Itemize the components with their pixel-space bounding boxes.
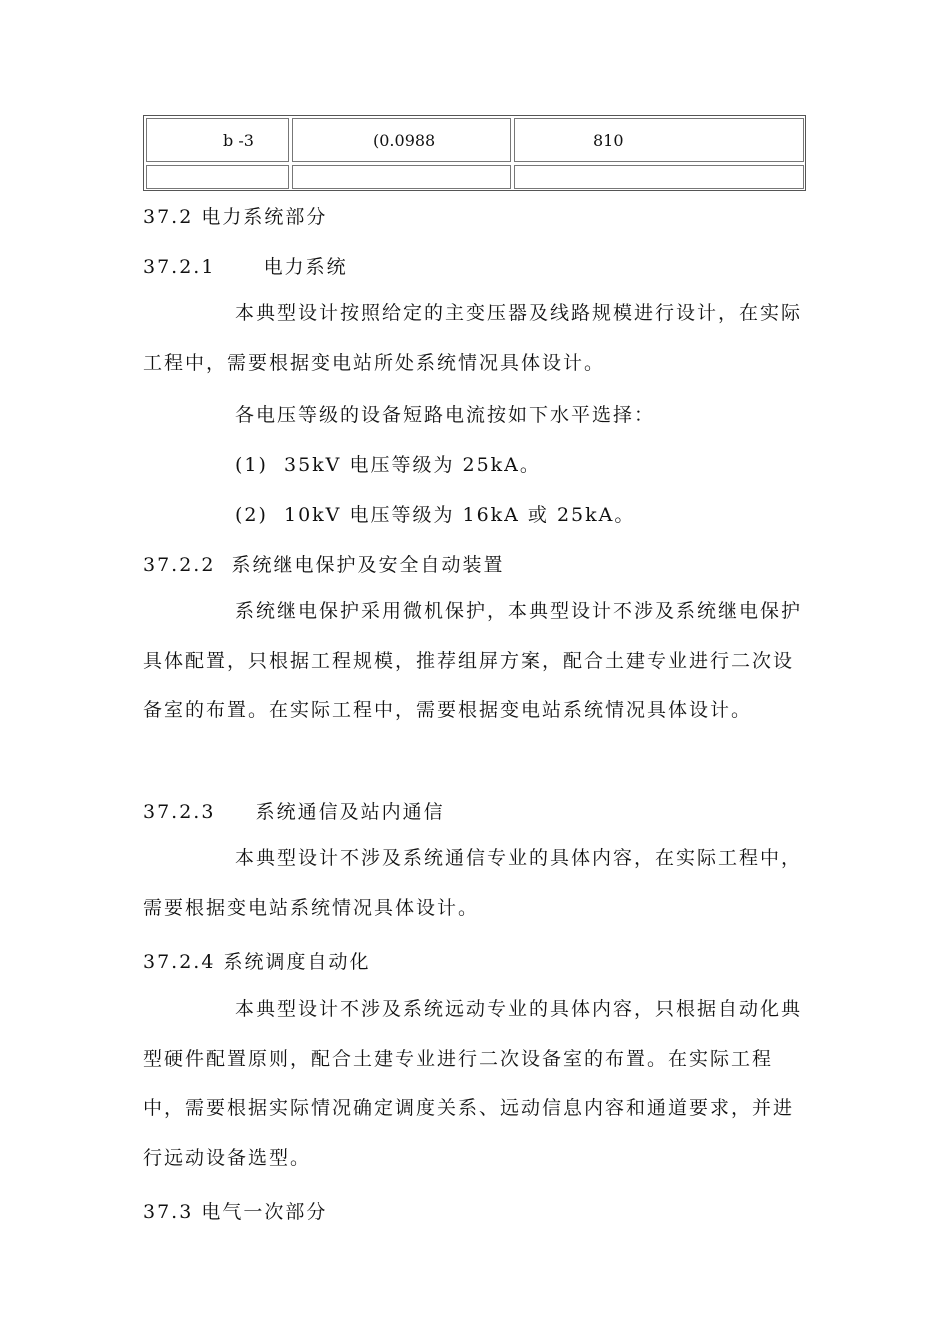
section-heading: 37.3 电气一次部分 (143, 1201, 328, 1223)
paragraph: 各电压等级的设备短路电流按如下水平选择： (235, 404, 656, 426)
paragraph: 系统继电保护采用微机保护，本典型设计不涉及系统继电保护具体配置，只根据工程规模，推荐组屏方案，配合土建专业进行二次设备室的布置。在实际工程中，需要根据变电站系统情况具体设计。 (143, 600, 803, 721)
table-cell (146, 165, 289, 189)
paragraph: 本典型设计按照给定的主变压器及线路规模进行设计，在实际工程中，需要根据变电站所处系统情况具体设计。 (143, 302, 803, 374)
section-heading: 37.2 电力系统部分 (143, 206, 328, 228)
subsection-heading: 37.2.3 系统通信及站内通信 (143, 801, 445, 823)
list-item: (2) 10kV 电压等级为 16kA 或 25kA。 (235, 504, 636, 526)
table-cell: 810 (514, 118, 804, 162)
paragraph: 本典型设计不涉及系统通信专业的具体内容，在实际工程中，需要根据变电站系统情况具体设计。 (143, 847, 803, 919)
table-cell: b -3 (146, 118, 289, 162)
table-cell: (0.0988 (292, 118, 511, 162)
subsection-heading: 37.2.1 电力系统 (143, 256, 348, 278)
paragraph: 本典型设计不涉及系统远动专业的具体内容，只根据自动化典型硬件配置原则，配合土建专业进行二次设备室的布置。在实际工程中，需要根据实际情况确定调度关系、远动信息内容和通道要求，并进行远动设备选型。 (143, 998, 803, 1169)
table-cell (514, 165, 804, 189)
data-table (143, 115, 806, 191)
subsection-heading: 37.2.4 系统调度自动化 (143, 951, 371, 973)
list-item: (1) 35kV 电压等级为 25kA。 (235, 454, 541, 476)
subsection-heading: 37.2.2 系统继电保护及安全自动装置 (143, 554, 505, 576)
table-cell (292, 165, 511, 189)
